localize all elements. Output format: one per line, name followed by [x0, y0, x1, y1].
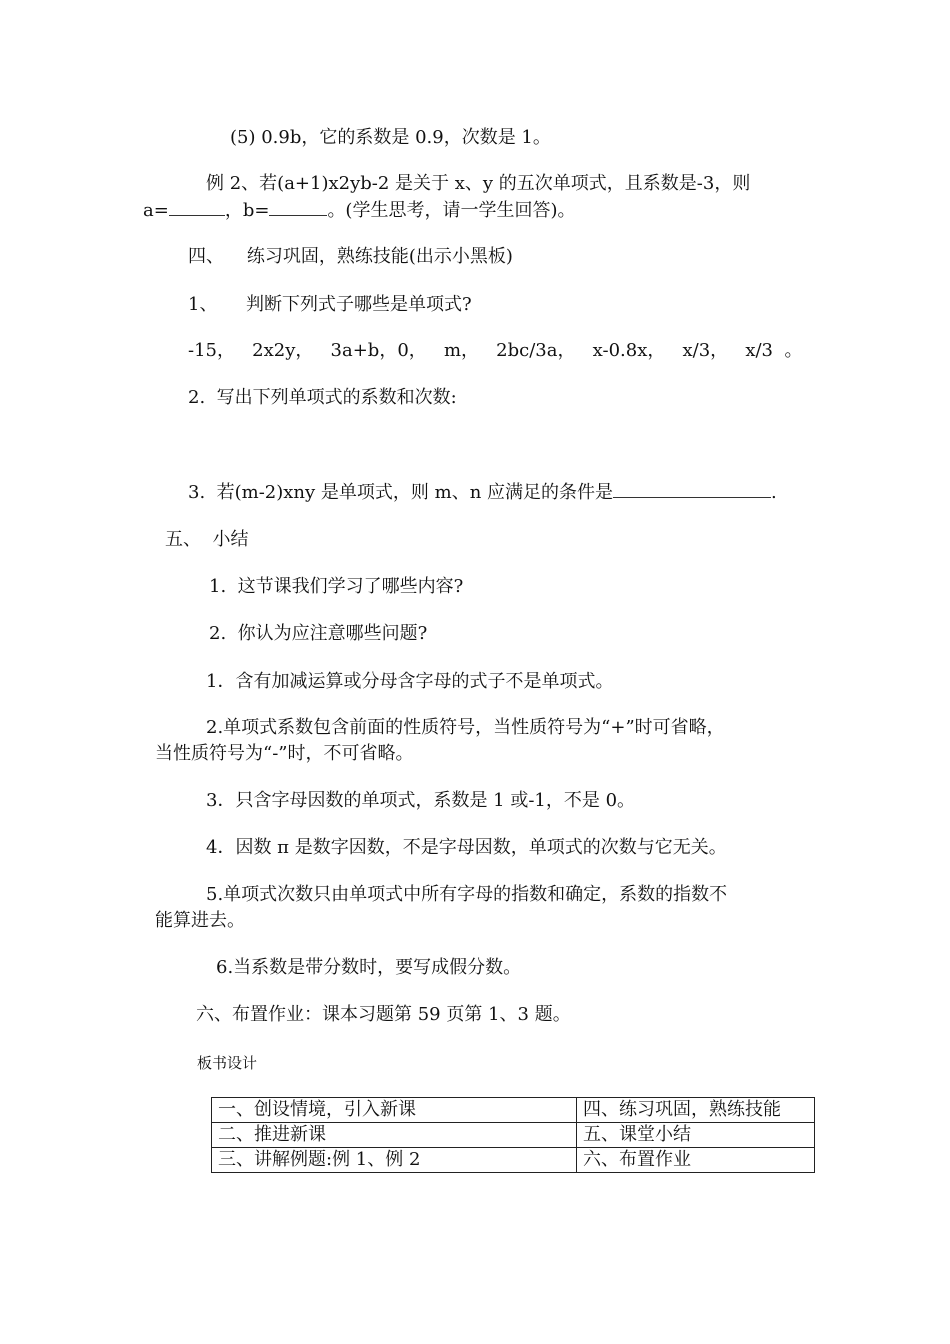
text-line: -15， 2x2y， 3a+b，0， m， 2bc/3a， x-0.8x， x/3， x/3 。: [188, 340, 803, 361]
text-line: 2.单项式系数包含前面的性质符号，当性质符号为“+”时可省略，: [206, 717, 725, 738]
text-fragment: 3. 若(m-2)xny 是单项式，则 m、n 应满足的条件是: [188, 482, 614, 503]
table-cell: 一、创设情境，引入新课: [212, 1098, 577, 1123]
blank-underline: [613, 482, 771, 498]
text-line: 能算进去。: [155, 910, 245, 931]
table-cell: 四、练习巩固，熟练技能: [577, 1098, 815, 1123]
text-fragment: a=: [143, 200, 169, 221]
text-line: [143, 200, 575, 222]
text-line: 5.单项式次数只由单项式中所有字母的指数和确定，系数的指数不: [206, 884, 728, 905]
text-line: 例 2、若(a+1)x2yb-2 是关于 x、y 的五次单项式，且系数是-3，则: [206, 173, 751, 194]
text-line: 4．因数 π 是数字因数，不是字母因数，单项式的次数与它无关。: [206, 837, 727, 858]
text-line: 1、 判断下列式子哪些是单项式?: [188, 294, 472, 315]
text-fragment: 。(学生思考，请一学生回答)。: [327, 200, 576, 221]
section-heading: 五、 小结: [165, 529, 249, 550]
blank-underline: [269, 200, 327, 216]
section-heading: 四、 练习巩固，熟练技能(出示小黑板): [188, 246, 513, 267]
text-line: 1. 这节课我们学习了哪些内容?: [209, 576, 464, 597]
table-cell: 二、推进新课: [212, 1123, 577, 1148]
table-cell: 三、讲解例题:例 1、例 2: [212, 1148, 577, 1173]
text-line: 2. 你认为应注意哪些问题?: [209, 623, 428, 644]
text-line: 当性质符号为“-”时，不可省略。: [155, 743, 414, 764]
text-line: (5) 0.9b，它的系数是 0.9，次数是 1。: [230, 127, 551, 148]
table-row: [212, 1098, 815, 1123]
board-design-title: 板书设计: [197, 1054, 258, 1072]
table-row: [212, 1148, 815, 1173]
text-line: 1．含有加减运算或分母含字母的式子不是单项式。: [206, 671, 614, 692]
section-heading: 六、布置作业：课本习题第 59 页第 1、3 题。: [196, 1004, 571, 1025]
text-line: 2. 写出下列单项式的系数和次数:: [188, 387, 457, 408]
table-cell: 五、课堂小结: [577, 1123, 815, 1148]
text-line: 6.当系数是带分数时，要写成假分数。: [216, 957, 522, 978]
table-cell: 六、布置作业: [577, 1148, 815, 1173]
board-design-table: [211, 1097, 815, 1173]
text-fragment: .: [771, 482, 777, 503]
blank-underline: [169, 200, 225, 216]
text-fragment: ，b=: [224, 200, 270, 221]
text-line: [188, 482, 777, 504]
table-row: [212, 1123, 815, 1148]
text-line: 3．只含字母因数的单项式，系数是 1 或-1，不是 0。: [206, 790, 636, 811]
